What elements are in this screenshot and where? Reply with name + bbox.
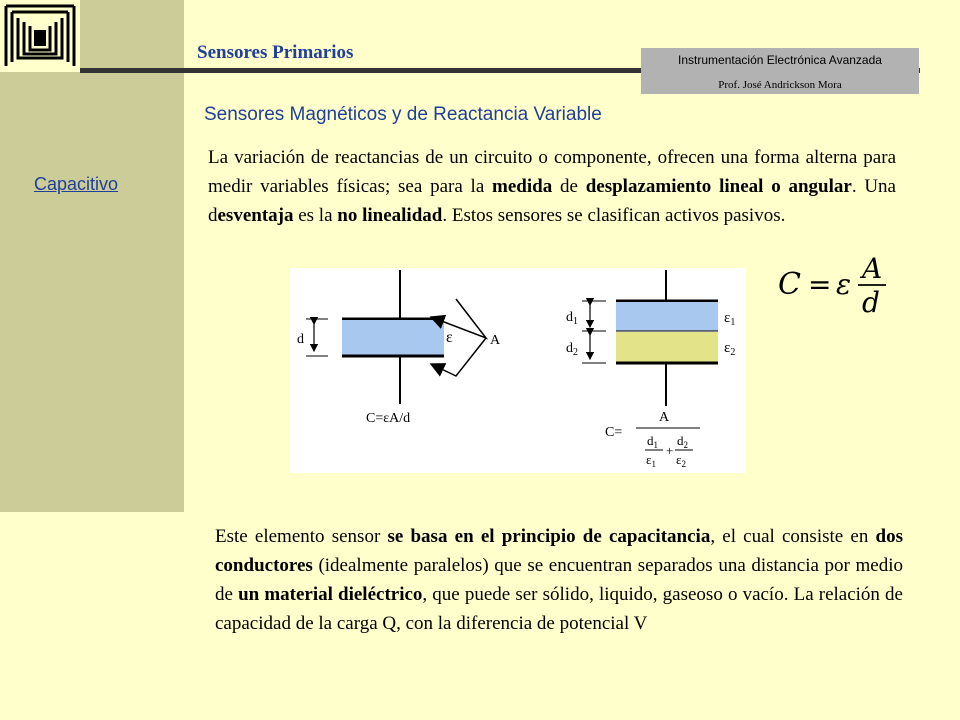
left-dielectric — [342, 320, 444, 355]
logo — [0, 0, 80, 72]
sidebar — [0, 0, 184, 512]
paragraph1-run: de — [552, 176, 586, 197]
paragraph2-run: , el cual consiste en — [710, 526, 876, 547]
frac1-num: $d_1$ — [647, 433, 658, 450]
d1-label: $d_1$ — [566, 310, 578, 327]
capacitor-diagram — [290, 268, 746, 473]
series-formula-numerator: A — [659, 410, 670, 425]
dielectric-1 — [616, 302, 718, 331]
capacitance-formula — [776, 250, 916, 322]
d2-label: $d_2$ — [566, 341, 578, 358]
paragraph1-run: La variación de reactancias de un circuito o componente, ofrecen una forma alterna para medir variables físicas; sea para la — [208, 147, 896, 197]
left-epsilon-label: ε — [446, 329, 453, 346]
professor-name: Prof. José Andrickson Mora — [718, 79, 842, 91]
paragraph2-run: , que puede ser sólido, liquido, gaseoso o vacío. La relación de capacidad de la carga Q, con la diferencia de potencial V — [215, 584, 903, 634]
paragraph1-run: medida — [492, 176, 553, 197]
series-formula-c: C= — [605, 425, 623, 440]
eps1-label: $\varepsilon_1$ — [724, 310, 736, 328]
formula-epsilon: ε — [836, 268, 852, 301]
principle-paragraph — [215, 522, 903, 638]
paragraph1-run: . Una d — [208, 176, 896, 226]
capacitor-diagram-svg — [290, 268, 746, 473]
capacitance-formula-svg — [776, 250, 916, 322]
paragraph2-run: (idealmente paralelos) que se encuentran separados una distancia por medio de — [215, 555, 903, 605]
paragraph1-run: esventaja — [217, 205, 294, 226]
course-name: Instrumentación Electrónica Avanzada — [678, 53, 882, 67]
intro-paragraph — [208, 143, 896, 230]
institution-logo-icon — [0, 0, 80, 72]
dielectric-2 — [616, 332, 718, 362]
paragraph1-run: desplazamiento lineal o angular — [585, 176, 852, 197]
formula-equals: = — [808, 268, 832, 301]
left-area-label: A — [490, 333, 501, 348]
slide-subtitle: Sensores Magnéticos y de Reactancia Variable — [204, 104, 602, 125]
formula-c: C — [778, 267, 801, 302]
paragraph2-run: se basa en el principio de capacitancia — [387, 526, 711, 547]
paragraph2-run: Este elemento sensor — [215, 526, 388, 547]
course-info-box — [641, 48, 919, 94]
frac2-num: $d_2$ — [677, 433, 688, 450]
paragraph2-run: dos conductores — [215, 526, 903, 576]
eps2-label: $\varepsilon_2$ — [724, 340, 736, 358]
formula-a: A — [862, 252, 883, 285]
left-formula: C=εA/d — [366, 411, 411, 426]
paragraph1-run: . Estos sensores se clasifican activos pasivos. — [442, 205, 786, 226]
frac1-den: $\varepsilon_1$ — [646, 452, 656, 469]
paragraph1-run: es la — [293, 205, 338, 226]
formula-d: d — [862, 286, 880, 319]
paragraph2-run: un material dieléctrico — [238, 584, 423, 605]
frac-plus: + — [666, 443, 674, 458]
section-title: Sensores Primarios — [197, 42, 354, 63]
left-d-label: d — [297, 332, 304, 347]
frac2-den: $\varepsilon_2$ — [676, 452, 686, 469]
header-rule — [80, 68, 640, 73]
sidebar-link-capacitivo[interactable]: Capacitivo — [34, 174, 119, 194]
paragraph1-run: no linealidad — [337, 205, 443, 226]
